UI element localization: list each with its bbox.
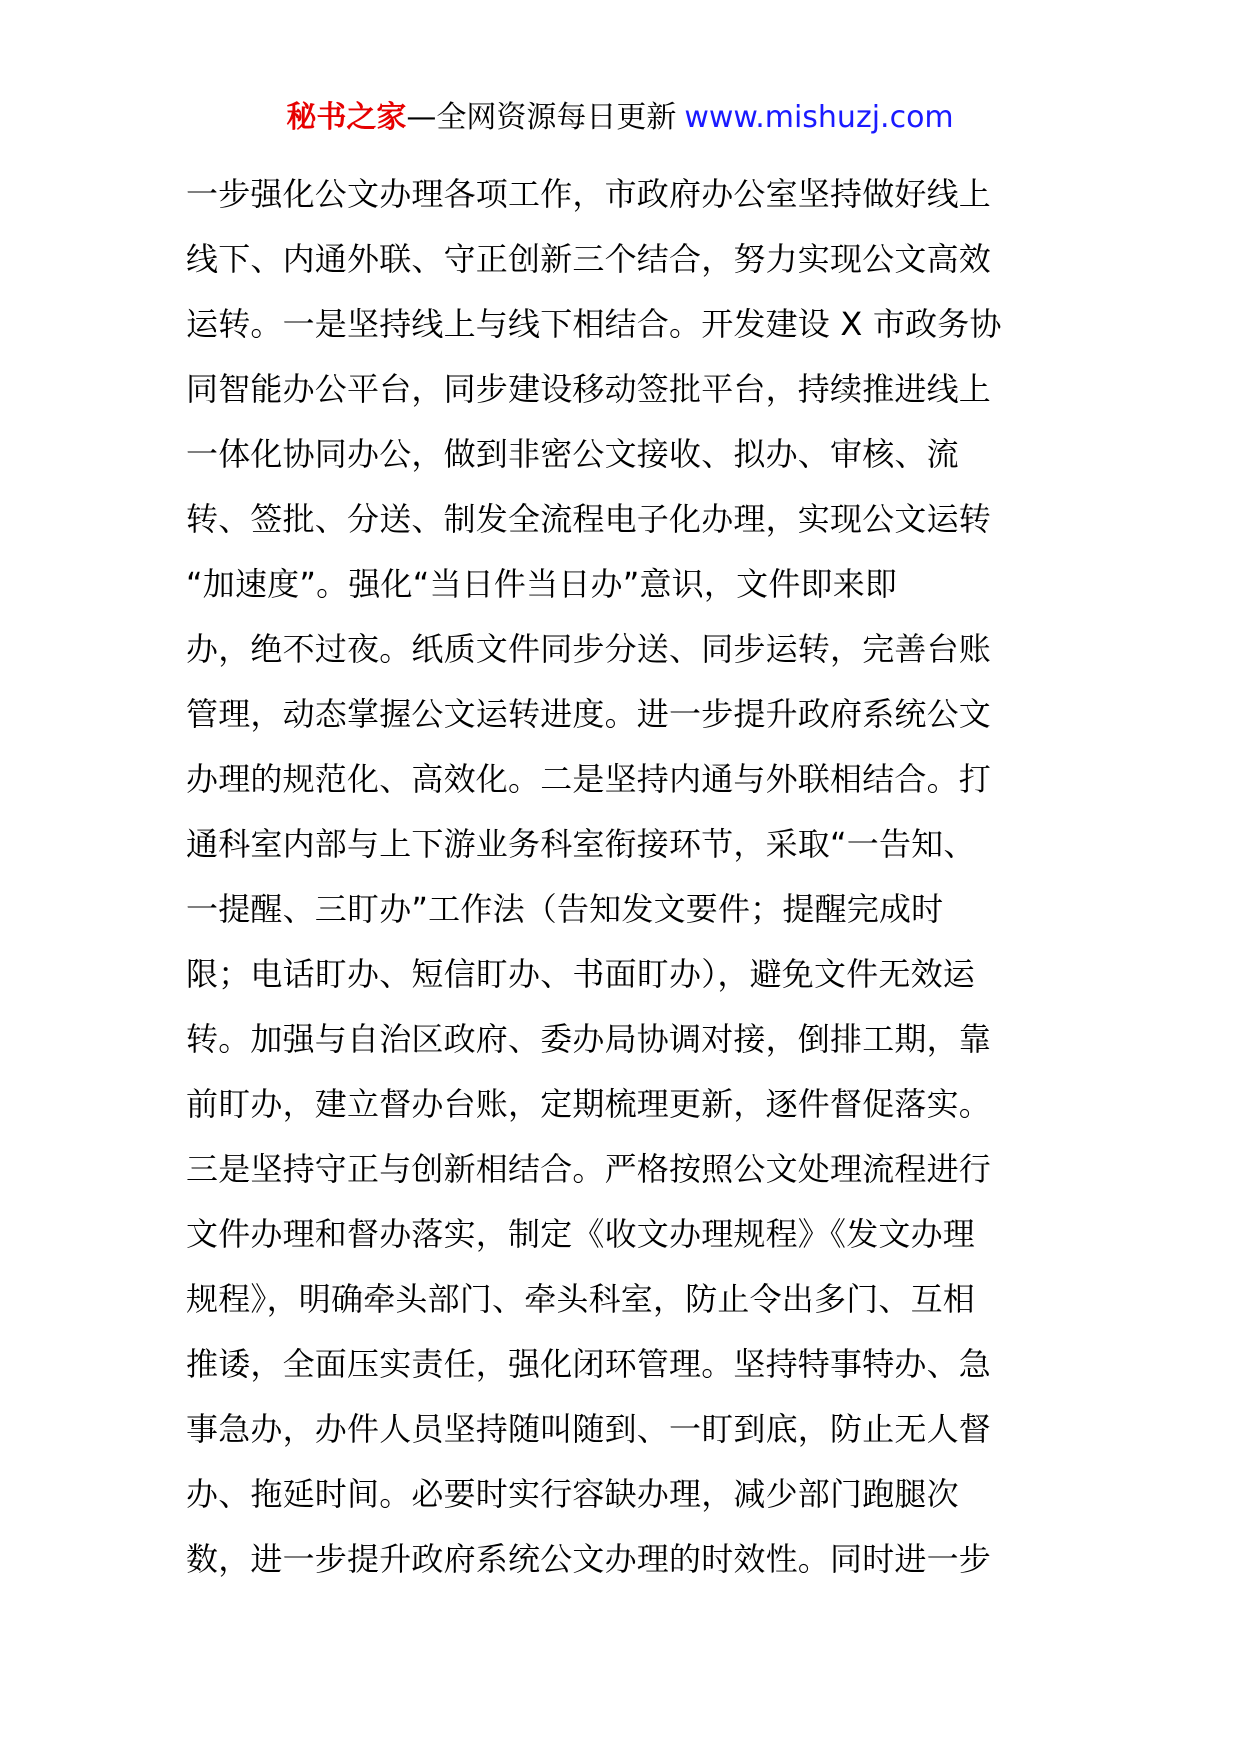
text-line: 一步强化公文办理各项工作，市政府办公室坚持做好线上 (186, 175, 992, 213)
text-line: 数，进一步提升政府系统公文办理的时效性。同时进一步 (186, 1540, 992, 1578)
text-line: 转。加强与自治区政府、委办局协调对接，倒排工期，靠 (186, 1020, 992, 1058)
page-header (0, 98, 1240, 138)
text-line: 文件办理和督办落实，制定《收文办理规程》《发文办理 (186, 1215, 976, 1253)
text-line: 运转。一是坚持线上与线下相结合。开发建设 X 市政务协 (186, 305, 1002, 343)
text-line: 一提醒、三盯办”工作法（告知发文要件；提醒完成时 (186, 890, 944, 928)
text-line: 三是坚持守正与创新相结合。严格按照公文处理流程进行 (186, 1150, 992, 1188)
text-line: “加速度”。强化“当日件当日办”意识，文件即来即 (186, 565, 898, 603)
document-body (186, 162, 1054, 1592)
text-line: 规程》，明确牵头部门、牵头科室，防止令出多门、互相 (186, 1280, 976, 1318)
text-line: 管理，动态掌握公文运转进度。进一步提升政府系统公文 (186, 695, 992, 733)
website-link[interactable]: www.mishuzj.com (684, 100, 954, 135)
text-line: 前盯办，建立督办台账，定期梳理更新，逐件督促落实。 (186, 1085, 992, 1123)
text-line: 办、拖延时间。必要时实行容缺办理，减少部门跑腿次 (186, 1475, 959, 1513)
header-tagline: —全网资源每日更新 (406, 100, 677, 135)
text-line: 限；电话盯办、短信盯办、书面盯办），避免文件无效运 (186, 955, 976, 993)
text-line: 一体化协同办公，做到非密公文接收、拟办、审核、流 (186, 435, 959, 473)
text-line: 转、签批、分送、制发全流程电子化办理，实现公文运转 (186, 500, 992, 538)
text-line: 线下、内通外联、守正创新三个结合，努力实现公文高效 (186, 240, 992, 278)
text-line: 办理的规范化、高效化。二是坚持内通与外联相结合。打 (186, 760, 992, 798)
brand-name: 秘书之家 (286, 100, 407, 135)
text-line: 通科室内部与上下游业务科室衔接环节，采取“一告知、 (186, 825, 976, 863)
text-line: 推诿，全面压实责任，强化闭环管理。坚持特事特办、急 (186, 1345, 992, 1383)
text-line: 办，绝不过夜。纸质文件同步分送、同步运转，完善台账 (186, 630, 992, 668)
text-line: 同智能办公平台，同步建设移动签批平台，持续推进线上 (186, 370, 992, 408)
text-line: 事急办，办件人员坚持随叫随到、一盯到底，防止无人督 (186, 1410, 992, 1448)
